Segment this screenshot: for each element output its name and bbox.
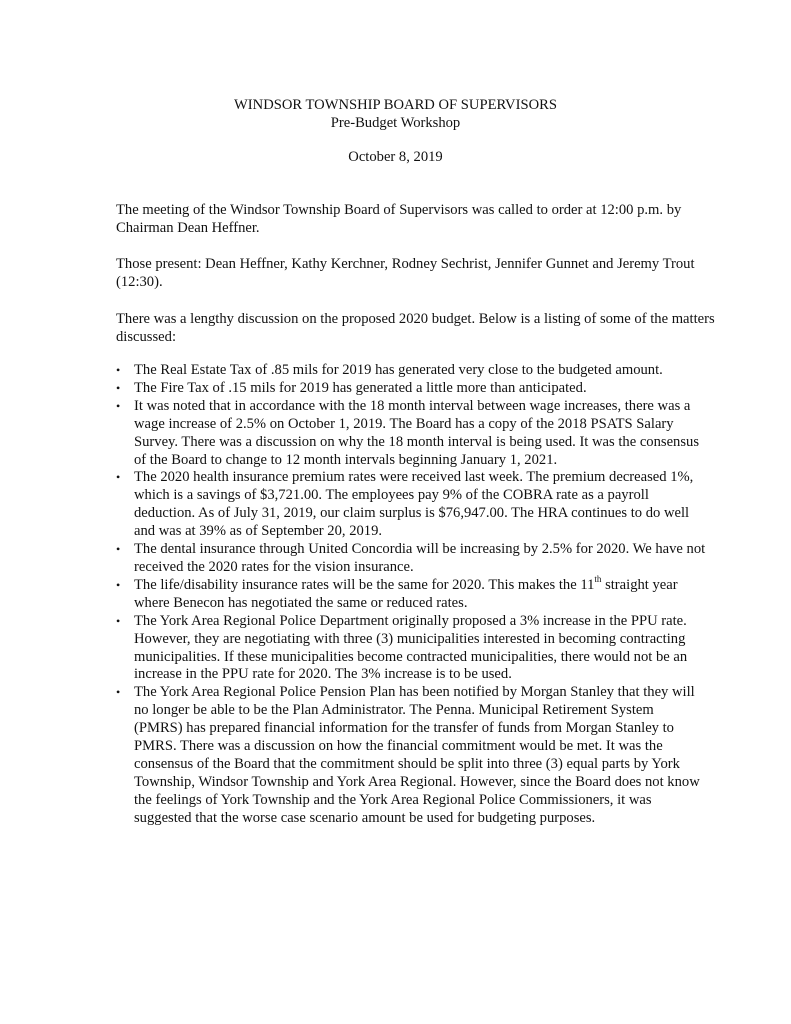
meeting-date: October 8, 2019 xyxy=(348,149,443,165)
discussion-intro-paragraph: There was a lengthy discussion on the proposed 2020 budget. Below is a listing of some of the matters discussed: xyxy=(116,311,715,345)
list-item: • The Fire Tax of .15 mils for 2019 has generated a little more than anticipated. xyxy=(116,379,587,396)
bullet-icon: • xyxy=(116,363,121,377)
bullet-icon: • xyxy=(116,470,121,485)
bullet-icon: • xyxy=(116,398,121,413)
document-title: WINDSOR TOWNSHIP BOARD OF SUPERVISORS xyxy=(234,97,557,113)
document-subtitle: Pre-Budget Workshop xyxy=(330,115,461,131)
list-item: • The 2020 health insurance premium rates were received last week. The premium decreased 1%, which is a savings of $3,721.00. The employees pay 9% of the COBRA rate as a payroll deduction. As of July 31, 2019, our claim surplus is $76,947.00. The HRA continues to do well and was at 39% as of September 20, 2019. xyxy=(116,469,694,540)
bullet-icon: • xyxy=(116,380,121,395)
attendees-paragraph: Those present: Dean Heffner, Kathy Kerchner, Rodney Sechrist, Jennifer Gunnet and Jeremy Trout (12:30). xyxy=(116,256,695,290)
list-item: • It was noted that in accordance with the 18 month interval between wage increases, there was a wage increase of 2.5% on October 1, 2019. The Board has a copy of the 2018 PSATS Salary Survey. There was a discussion on why the 18 month interval is being used. It was the consensus of the Board to change to 12 month intervals beginning January 1, 2021. xyxy=(116,397,700,468)
bullet-icon: • xyxy=(116,542,121,557)
list-item: • The Real Estate Tax of .85 mils for 2019 has generated very close to the budgeted amount. xyxy=(116,362,663,378)
list-item: • The dental insurance through United Concordia will be increasing by 2.5% for 2020. We have not received the 2020 rates for the vision insurance. xyxy=(116,541,706,575)
bullet-icon: • xyxy=(116,577,121,592)
ordinal-superscript: th xyxy=(594,574,602,585)
list-item: • The life/disability insurance rates will be the same for 2020. This makes the 11th straight year where Benecon has negotiated the same or reduced rates. xyxy=(116,574,678,611)
bullet-icon: • xyxy=(116,685,121,700)
list-item: • The York Area Regional Police Pension Plan has been notified by Morgan Stanley that they will no longer be able to be the Plan Administrator. The Penna. Municipal Retirement System (PMRS) has prepared financial information for the transfer of funds from Morgan Stanley to PMRS. There was a discussion on how the financial commitment would be met. It was the consensus of the Board that the commitment should be split into three (3) equal parts by York Township, Windsor Township and York Area Regional. However, since the Board does not know the feelings of York Township and the York Area Regional Police Commissioners, it was suggested that the worse case scenario amount be used for budgeting purposes. xyxy=(116,684,700,826)
list-item: • The York Area Regional Police Department originally proposed a 3% increase in the PPU rate. However, they are negotiating with three (3) municipalities interested in becoming contracting municipalities. If these municipalities become contracted municipalities, there would not be an increase in the PPU rate for 2020. The 3% increase is to be used. xyxy=(116,612,688,683)
bullet-icon: • xyxy=(116,613,121,628)
discussion-item-list xyxy=(116,362,706,828)
call-to-order-paragraph: The meeting of the Windsor Township Board of Supervisors was called to order at 12:00 p.m. by Chairman Dean Heffner. xyxy=(116,202,682,236)
